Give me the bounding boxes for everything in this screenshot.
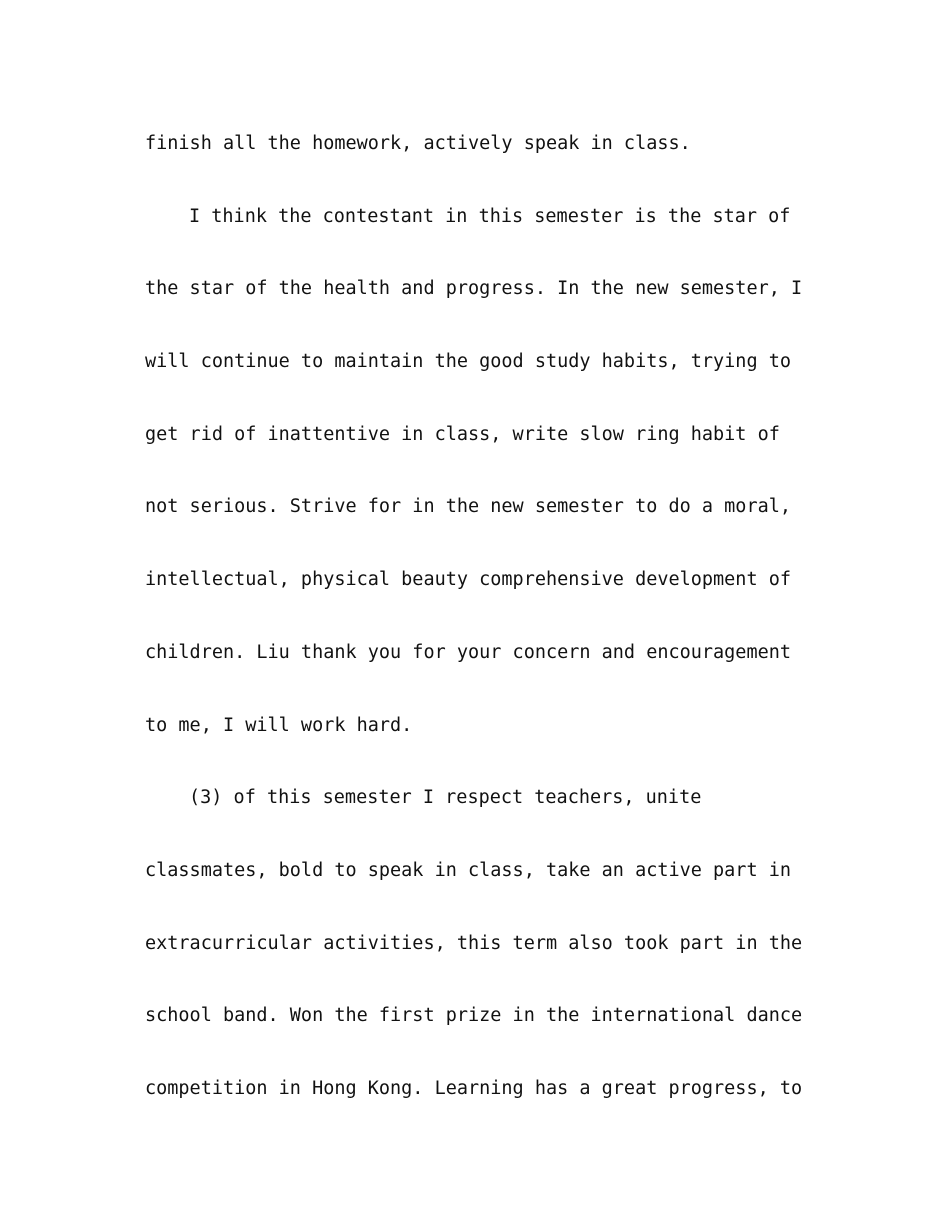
text-line: school band. Won the first prize in the international dance bbox=[145, 1005, 803, 1027]
text-line: to me, I will work hard. bbox=[145, 714, 413, 736]
text-line: children. Liu thank you for your concern and encouragement bbox=[145, 641, 792, 663]
text-line: the star of the health and progress. In the new semester, I bbox=[145, 278, 803, 300]
text-line: get rid of inattentive in class, write slow ring habit of bbox=[145, 423, 780, 445]
text-line: extracurricular activities, this term also took part in the bbox=[145, 932, 803, 954]
text-line: will continue to maintain the good study habits, trying to bbox=[145, 351, 792, 373]
paragraph-start-line: (3) of this semester I respect teachers, unite bbox=[189, 787, 702, 809]
text-line: not serious. Strive for in the new semester to do a moral, bbox=[145, 496, 792, 518]
document-body bbox=[145, 108, 805, 1126]
text-line: classmates, bold to speak in class, take an active part in bbox=[145, 859, 792, 881]
text-line: intellectual, physical beauty comprehensive development of bbox=[145, 569, 792, 591]
text-line: finish all the homework, actively speak in class. bbox=[145, 133, 691, 154]
text-line: competition in Hong Kong. Learning has a great progress, to bbox=[145, 1077, 803, 1099]
paragraph-start-line: I think the contestant in this semester is the star of bbox=[189, 205, 791, 227]
